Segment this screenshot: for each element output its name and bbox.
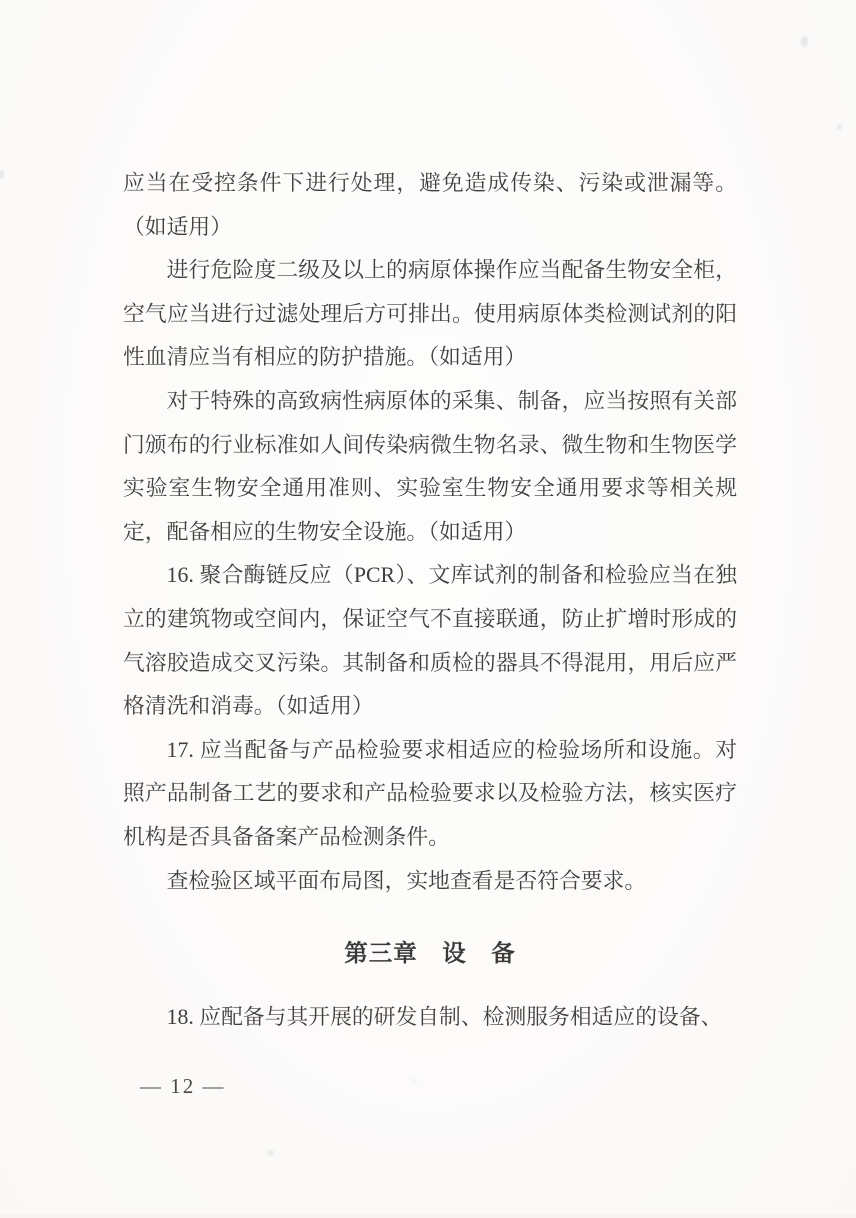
paragraph-item-18: 18. 应配备与其开展的研发自制、检测服务相适应的设备、 [166, 1004, 723, 1029]
document-body [123, 162, 737, 1039]
scan-artifact [801, 36, 808, 47]
paragraph: 查检验区域平面布局图，实地查看是否符合要求。 [166, 868, 647, 893]
paragraph: 进行危险度二级及以上的病原体操作应当配备生物安全柜，空气应当进行过滤处理后方可排出。使用病原体类检测试剂的阳性血清应当有相应的防护措施。（如适用） [123, 258, 737, 370]
paragraph-continuation: 应当在受控条件下进行处理，避免造成传染、污染或泄漏等。（如适用） [123, 171, 737, 239]
scan-edge-shadow [0, 1214, 856, 1218]
scan-artifact [0, 170, 4, 179]
scan-artifact [837, 124, 842, 130]
paragraph-item-17: 17. 应当配备与产品检验要求相适应的检验场所和设施。对照产品制备工艺的要求和产品检验要求以及检验方法，核实医疗机构是否具备备案产品检测条件。 [123, 737, 737, 849]
chapter-heading: 第三章 设 备 [344, 940, 516, 967]
scan-artifact [267, 1150, 274, 1156]
scan-artifact [412, 1079, 416, 1083]
page-number: — 12 — [140, 1074, 226, 1098]
paragraph: 对于特殊的高致病性病原体的采集、制备，应当按照有关部门颁布的行业标准如人间传染病微生物名录、微生物和生物医学实验室生物安全通用准则、实验室生物安全通用要求等相关规定，配备相应的生物安全设施。（如适用） [123, 388, 737, 544]
paragraph-item-16: 16. 聚合酶链反应（PCR）、文库试剂的制备和检验应当在独立的建筑物或空间内，保证空气不直接联通，防止扩增时形成的气溶胶造成交叉污染。其制备和质检的器具不得混用，用后应严格清洗和消毒。（如适用） [123, 563, 737, 719]
